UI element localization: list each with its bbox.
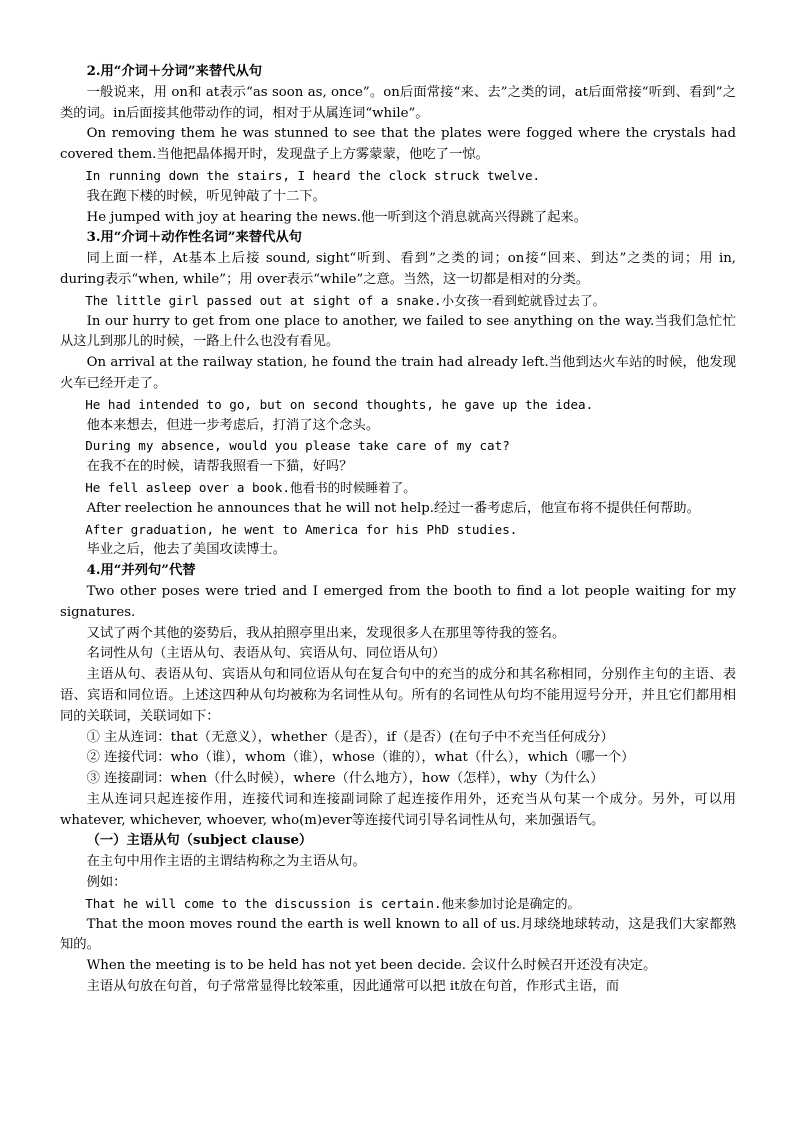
paragraph: 我在跑下楼的时候，听见钟敲了十二下。 bbox=[86, 188, 326, 204]
paragraph: After reelection he announces that he will not help.经过一番考虑后，他宣布将不提供任何帮助。 bbox=[86, 500, 700, 516]
section-heading: （一）主语从句（subject clause） bbox=[86, 833, 313, 849]
paragraph: On removing them he was stunned to see that the plates were fogged where the crystals had covered them.当他把晶体揭开时，发现盘子上方雾蒙蒙，他吃了一惊。 bbox=[60, 126, 736, 163]
paragraph: 在我不在的时候，请帮我照看一下猫，好吗？ bbox=[86, 459, 353, 475]
paragraph: In our hurry to get from one place to another, we failed to see anything on the way.当我们急忙忙从这儿到那儿的时候，一路上什么也没有看见。 bbox=[60, 313, 736, 350]
paragraph: 在主句中用作主语的主谓结构称之为主语从句。 bbox=[86, 854, 366, 870]
paragraph: ② 连接代词：who（谁），whom（谁），whose（谁的），what（什么），which（哪一个） bbox=[86, 750, 635, 766]
paragraph: Two other poses were tried and I emerged from the booth to find a lot people waiting for my signatures. bbox=[60, 583, 736, 620]
paragraph: 名词性从句（主语从句、表语从句、宾语从句、同位语从句） bbox=[86, 646, 446, 662]
paragraph: In running down the stairs, I heard the clock struck twelve. bbox=[85, 167, 541, 183]
paragraph: 他本来想去，但进一步考虑后，打消了这个念头。 bbox=[86, 417, 380, 433]
paragraph: On arrival at the railway station, he found the train had already left.当他到达火车站的时候，他发现火车已经开走了。 bbox=[60, 355, 736, 391]
paragraph: 例如： bbox=[86, 875, 127, 891]
paragraph: 主语从句放在句首，句子常常显得比较笨重，因此通常可以把 it放在句首，作形式主语，而 bbox=[86, 979, 619, 995]
paragraph: He had intended to go, but on second thoughts, he gave up the idea. bbox=[85, 396, 594, 412]
paragraph: When the meeting is to be held has not yet been decide. 会议什么时候召开还没有决定。 bbox=[86, 958, 657, 974]
paragraph: 主语从句、表语从句、宾语从句和同位语从句在复合句中的充当的成分和其名称相同，分别作主句的主语、表语、宾语和同位语。上述这四种从句均被称为名词性从句。所有的名词性从句均不能用逗号分开，并且它们都用相同的关联词，关联词如下： bbox=[60, 667, 736, 724]
document-page bbox=[60, 62, 736, 998]
section-heading: 3.用“介词＋动作性名词”来替代从句 bbox=[86, 230, 302, 246]
paragraph: 同上面一样，At基本上后接 sound, sight“听到、看到”之类的词；on接“回来、到达”之类的词；用 in, during表示“when, while”；用 over表示“while”之意。当然，这一切都是相对的分类。 bbox=[60, 251, 736, 287]
paragraph: ① 主从连词：that（无意义），whether（是否），if（是否）(在句子中不充当任何成分） bbox=[86, 729, 614, 745]
paragraph: 毕业之后，他去了美国攻读博士。 bbox=[86, 542, 287, 558]
paragraph: He jumped with joy at hearing the news.他一听到这个消息就高兴得跳了起来。 bbox=[86, 209, 588, 225]
section-heading: 2.用“介词＋分词”来替代从句 bbox=[86, 64, 263, 79]
paragraph: 主从连词只起连接作用，连接代词和连接副词除了起连接作用外，还充当从句某一个成分。另外，可以用 whatever, whichever, whoever, who(m)ever等连接代词引导名词性从句，来加强语气。 bbox=[60, 791, 736, 828]
paragraph: He fell asleep over a book.他看书的时候睡着了。 bbox=[85, 479, 416, 495]
paragraph: During my absence, would you please take care of my cat? bbox=[85, 438, 510, 454]
paragraph: ③ 连接副词：when（什么时候），where（什么地方），how（怎样），why（为什么） bbox=[86, 771, 604, 787]
paragraph: 一般说来，用 on和 at表示“as soon as, once”。on后面常接“来、去”之类的词，at后面常接“听到、看到”之类的词。in后面接其他带动作的词，相对于从属连词“while”。 bbox=[60, 84, 736, 121]
paragraph: That he will come to the discussion is certain.他来参加讨论是确定的。 bbox=[85, 895, 581, 911]
paragraph: After graduation, he went to America for his PhD studies. bbox=[85, 521, 518, 537]
section-heading: 4.用“并列句”代替 bbox=[86, 563, 196, 579]
paragraph: The little girl passed out at sight of a snake.小女孩一看到蛇就昏过去了。 bbox=[85, 292, 606, 308]
paragraph: 又试了两个其他的姿势后，我从拍照亭里出来，发现很多人在那里等待我的签名。 bbox=[86, 625, 566, 641]
paragraph: That the moon moves round the earth is well known to all of us.月球绕地球转动，这是我们大家都熟知的。 bbox=[60, 916, 736, 953]
